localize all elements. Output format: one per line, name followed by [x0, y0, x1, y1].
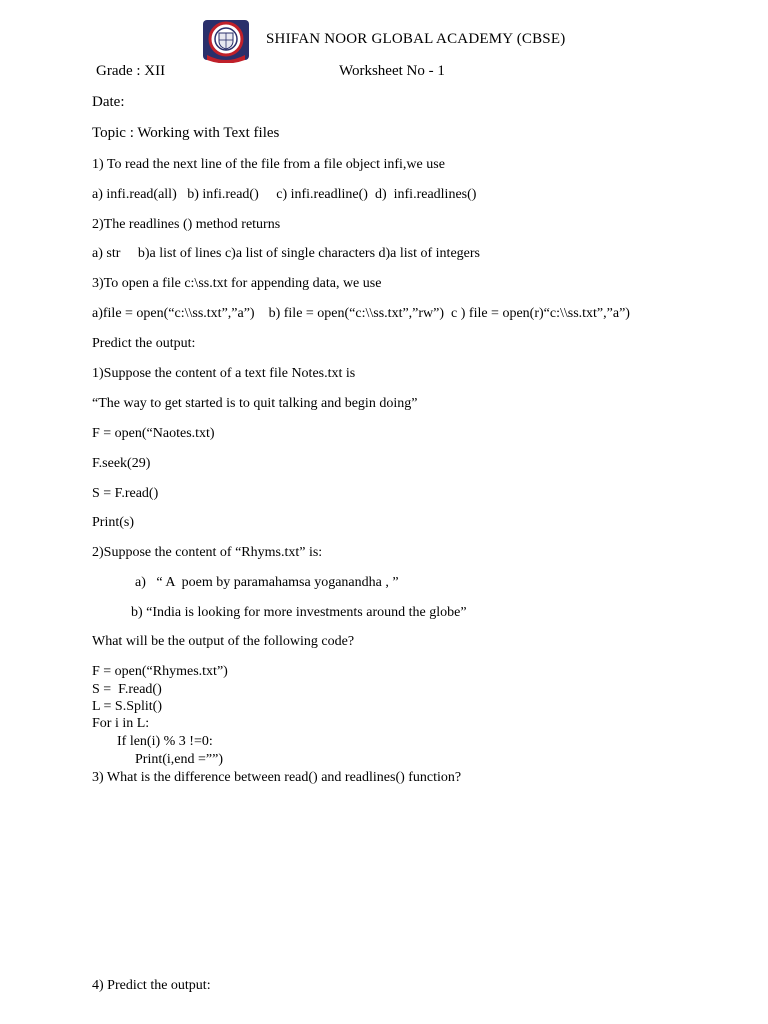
code-line: If len(i) % 3 !=0: [117, 734, 213, 749]
predict-q1-intro: 1)Suppose the content of a text file Notes.txt is [92, 366, 356, 381]
predict-q2-question: What will be the output of the following code? [92, 634, 355, 649]
mcq-1-question: 1) To read the next line of the file from a file object infi,we use [92, 157, 445, 172]
code-line: Print(s) [92, 515, 134, 530]
mcq-1-options: a) infi.read(all) b) infi.read() c) infi.readline() d) infi.readlines() [92, 187, 477, 202]
mcq-3-question: 3)To open a file c:\ss.txt for appending data, we use [92, 276, 382, 291]
grade-label: Grade : XII [96, 63, 166, 79]
rhyms-line-b: b) “India is looking for more investments around the globe” [131, 605, 467, 620]
predict-q4: 4) Predict the output: [92, 978, 211, 993]
code-line: For i in L: [92, 716, 150, 731]
rhyms-line-a: a) “ A poem by paramahamsa yoganandha , ” [135, 575, 399, 590]
code-line: S = F.read() [92, 682, 162, 697]
school-crest-icon [201, 19, 251, 63]
code-line: L = S.Split() [92, 699, 162, 714]
predict-heading: Predict the output: [92, 336, 196, 351]
worksheet-number: Worksheet No - 1 [339, 63, 445, 79]
code-line: F = open(“Rhymes.txt”) [92, 664, 228, 679]
mcq-2-question: 2)The readlines () method returns [92, 217, 281, 232]
topic-title: Topic : Working with Text files [92, 125, 280, 141]
predict-q1-content: “The way to get started is to quit talking and begin doing” [92, 396, 418, 411]
mcq-3-options: a)file = open(“c:\\ss.txt”,”a”) b) file = open(“c:\\ss.txt”,”rw”) c ) file = open(r)“c:\\ss.txt”,”a”) [92, 306, 630, 321]
code-line: S = F.read() [92, 486, 159, 501]
mcq-2-options: a) str b)a list of lines c)a list of single characters d)a list of integers [92, 246, 480, 261]
code-line: F.seek(29) [92, 456, 151, 471]
code-line: F = open(“Naotes.txt) [92, 426, 215, 441]
school-name: SHIFAN NOOR GLOBAL ACADEMY (CBSE) [266, 31, 566, 47]
predict-q2-intro: 2)Suppose the content of “Rhyms.txt” is: [92, 545, 323, 560]
code-line: Print(i,end =””) [135, 752, 223, 767]
predict-q3: 3) What is the difference between read() and readlines() function? [92, 770, 462, 785]
date-label: Date: [92, 94, 125, 110]
